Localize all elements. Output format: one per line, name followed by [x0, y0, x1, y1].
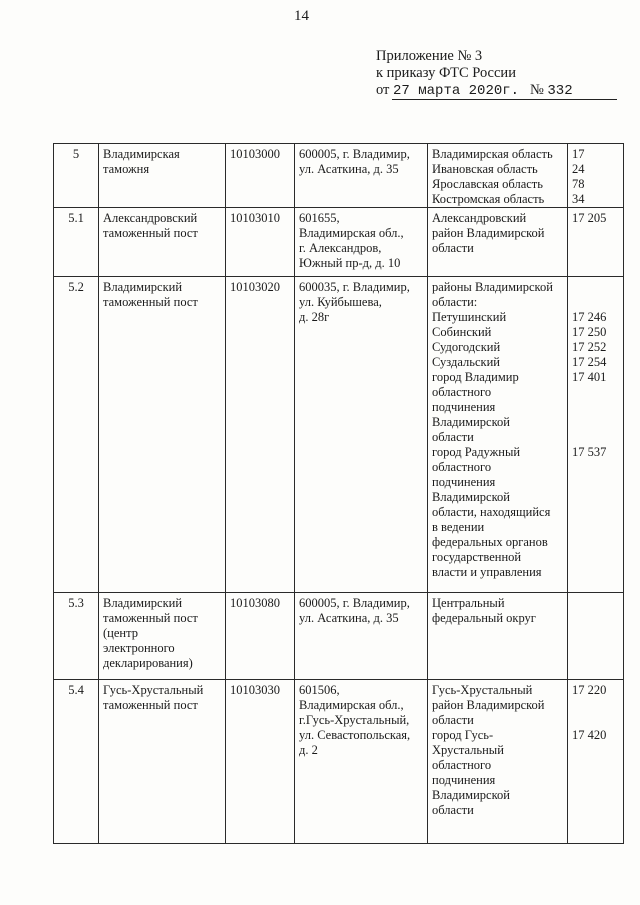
- okato-code: 17 420: [572, 728, 607, 742]
- address-line: ул. Севастопольская,: [299, 728, 411, 742]
- okato-codes: [568, 208, 624, 277]
- okato-code: 17 220: [572, 683, 607, 697]
- region-line: районы Владимирской: [432, 280, 553, 294]
- office-code: 10103010: [226, 208, 295, 277]
- region-line: Хрустальный: [432, 743, 504, 757]
- region-line: Владимирской: [432, 415, 510, 429]
- row-number: 5: [54, 144, 99, 208]
- okato-code: [572, 295, 619, 310]
- region-line: Судогодский: [432, 340, 501, 354]
- office-address: [295, 593, 428, 680]
- office-address: [295, 208, 428, 277]
- okato-code: 34: [572, 192, 585, 206]
- office-code: 10103030: [226, 680, 295, 844]
- customs-office-name: [99, 593, 226, 680]
- office-name-line: Владимирская: [103, 147, 180, 161]
- region-line: город Владимир: [432, 370, 519, 384]
- region-line: город Радужный: [432, 445, 521, 459]
- okato-code: [572, 415, 619, 430]
- region-of-activity: [428, 208, 568, 277]
- customs-office-name: [99, 144, 226, 208]
- row-number: 5.2: [54, 277, 99, 593]
- row-number: 5.1: [54, 208, 99, 277]
- address-line: 600005, г. Владимир,: [299, 147, 410, 161]
- region-line: Владимирская область: [432, 147, 553, 161]
- region-line: Ивановская область: [432, 162, 538, 176]
- address-line: г.Гусь-Хрустальный,: [299, 713, 410, 727]
- page-number: 14: [294, 8, 309, 24]
- office-name-line: электронного: [103, 641, 175, 655]
- address-line: 601655,: [299, 211, 340, 225]
- region-line: федеральный округ: [432, 611, 536, 625]
- region-line: Владимирской: [432, 490, 510, 504]
- region-line: федеральных органов: [432, 535, 548, 549]
- region-line: области: [432, 430, 474, 444]
- region-line: Центральный: [432, 596, 505, 610]
- region-line: район Владимирской: [432, 698, 545, 712]
- row-number: 5.3: [54, 593, 99, 680]
- table-body: [54, 144, 624, 844]
- office-name-line: таможенный пост: [103, 295, 198, 309]
- okato-codes: [568, 144, 624, 208]
- region-line: областного: [432, 385, 492, 399]
- appendix-title: Приложение № 3: [376, 48, 483, 64]
- table-row: [54, 144, 624, 208]
- okato-code: [572, 400, 619, 415]
- office-name-line: (центр: [103, 626, 138, 640]
- region-line: области: [432, 241, 474, 255]
- address-line: 600005, г. Владимир,: [299, 596, 410, 610]
- okato-codes: [568, 680, 624, 844]
- table-row: [54, 208, 624, 277]
- office-name-line: Александровский: [103, 211, 198, 225]
- address-line: Владимирская обл.,: [299, 698, 404, 712]
- address-line: Владимирская обл.,: [299, 226, 404, 240]
- region-line: области: [432, 803, 474, 817]
- office-address: [295, 680, 428, 844]
- okato-code: 17 537: [572, 445, 607, 459]
- address-line: г. Александров,: [299, 241, 382, 255]
- okato-codes: [568, 593, 624, 680]
- region-of-activity: [428, 144, 568, 208]
- customs-table: [53, 143, 624, 844]
- region-line: Ярославская область: [432, 177, 543, 191]
- address-line: 600035, г. Владимир,: [299, 280, 410, 294]
- order-reference: к приказу ФТС России: [376, 65, 516, 81]
- date-prefix: от: [376, 82, 390, 98]
- customs-office-name: [99, 680, 226, 844]
- office-address: [295, 277, 428, 593]
- region-line: подчинения: [432, 773, 496, 787]
- order-date: 27 марта 2020г.: [393, 83, 520, 99]
- customs-office-name: [99, 277, 226, 593]
- number-prefix: №: [529, 82, 544, 98]
- office-code: 10103000: [226, 144, 295, 208]
- address-line: Южный пр-д, д. 10: [299, 256, 401, 270]
- office-name-line: декларирования): [103, 656, 193, 670]
- okato-code: 17 252: [572, 340, 607, 354]
- okato-code: 17 205: [572, 211, 607, 225]
- office-name-line: таможенный пост: [103, 226, 198, 240]
- office-name-line: таможенный пост: [103, 698, 198, 712]
- office-name-line: таможенный пост: [103, 611, 198, 625]
- region-line: областного: [432, 460, 492, 474]
- customs-office-name: [99, 208, 226, 277]
- region-line: Костромская область: [432, 192, 545, 206]
- address-line: ул. Асаткина, д. 35: [299, 162, 399, 176]
- okato-code: 17 401: [572, 370, 607, 384]
- office-code: 10103020: [226, 277, 295, 593]
- row-number: 5.4: [54, 680, 99, 844]
- office-code: 10103080: [226, 593, 295, 680]
- address-line: д. 2: [299, 743, 318, 757]
- appendix-header: [376, 48, 573, 100]
- region-line: в ведении: [432, 520, 485, 534]
- office-name-line: Владимирский: [103, 596, 183, 610]
- region-of-activity: [428, 277, 568, 593]
- region-line: Гусь-Хрустальный: [432, 683, 533, 697]
- okato-codes: [568, 277, 624, 593]
- okato-code: 78: [572, 177, 585, 191]
- okato-code: [572, 430, 619, 445]
- region-line: власти и управления: [432, 565, 542, 579]
- okato-code: 17: [572, 147, 585, 161]
- okato-code: [572, 698, 619, 713]
- region-line: подчинения: [432, 400, 496, 414]
- region-line: Суздальский: [432, 355, 500, 369]
- table-row: [54, 277, 624, 593]
- address-line: 601506,: [299, 683, 340, 697]
- address-line: д. 28г: [299, 310, 330, 324]
- region-line: государственной: [432, 550, 522, 564]
- region-of-activity: [428, 680, 568, 844]
- okato-code: [572, 713, 619, 728]
- region-line: Петушинский: [432, 310, 507, 324]
- office-name-line: Гусь-Хрустальный: [103, 683, 204, 697]
- region-line: район Владимирской: [432, 226, 545, 240]
- office-address: [295, 144, 428, 208]
- region-line: Владимирской: [432, 788, 510, 802]
- okato-code: 24: [572, 162, 585, 176]
- address-line: ул. Асаткина, д. 35: [299, 611, 399, 625]
- order-date-line: [376, 82, 573, 100]
- region-line: областного: [432, 758, 492, 772]
- region-line: город Гусь-: [432, 728, 494, 742]
- region-line: подчинения: [432, 475, 496, 489]
- okato-code: 17 246: [572, 310, 607, 324]
- table-row: [54, 593, 624, 680]
- region-of-activity: [428, 593, 568, 680]
- region-line: Александровский: [432, 211, 527, 225]
- order-number: 332: [547, 83, 573, 99]
- region-line: Собинский: [432, 325, 492, 339]
- region-line: области, находящийся: [432, 505, 551, 519]
- okato-code: 17 254: [572, 355, 607, 369]
- region-line: области: [432, 713, 474, 727]
- office-name-line: Владимирский: [103, 280, 183, 294]
- office-name-line: таможня: [103, 162, 150, 176]
- okato-code: [572, 385, 619, 400]
- address-line: ул. Куйбышева,: [299, 295, 382, 309]
- date-underline: [392, 99, 617, 100]
- okato-code: [572, 280, 619, 295]
- table-row: [54, 680, 624, 844]
- region-line: области:: [432, 295, 478, 309]
- okato-code: 17 250: [572, 325, 607, 339]
